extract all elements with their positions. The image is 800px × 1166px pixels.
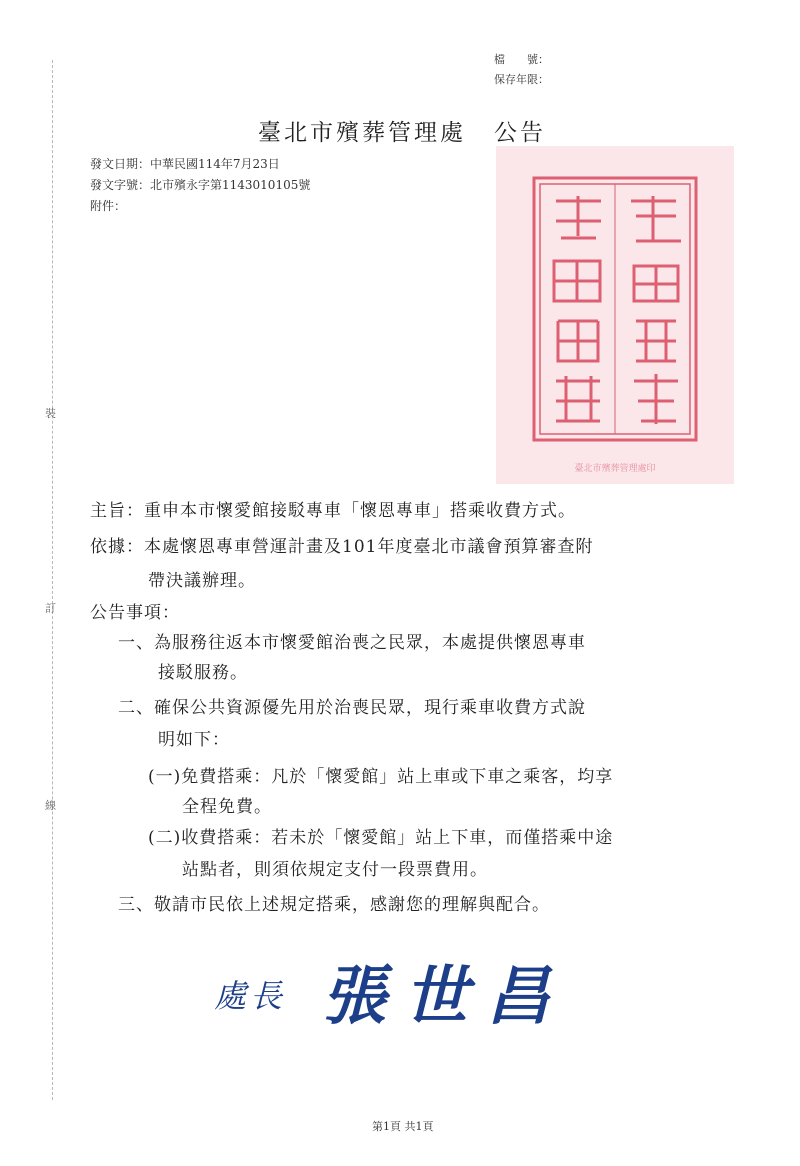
basis-block bbox=[90, 530, 593, 598]
binding-char-ding: 訂 bbox=[45, 602, 56, 615]
header-info bbox=[90, 154, 310, 217]
sub-item-2-line-2: 站點者，則須依規定支付一段票費用。 bbox=[182, 860, 488, 880]
seal-caption: 臺北市殯葬管理處印 bbox=[574, 464, 656, 474]
signature-name: 張世昌 bbox=[322, 959, 568, 1034]
official-seal bbox=[496, 146, 734, 484]
item-3 bbox=[118, 890, 550, 915]
item-3-text: 三、敬請市民依上述規定搭乘，感謝您的理解與配合。 bbox=[118, 895, 550, 915]
notice-heading bbox=[90, 598, 180, 623]
sub-item-2 bbox=[148, 822, 613, 886]
file-number-label: 檔 號： bbox=[494, 53, 549, 66]
sub-item-1 bbox=[148, 762, 613, 822]
signature-block bbox=[214, 945, 634, 1045]
seal-graphic bbox=[496, 146, 734, 484]
page-number: 第1頁 共1頁 bbox=[372, 1120, 434, 1133]
binding-char-xian: 線 bbox=[45, 799, 56, 812]
item-2 bbox=[118, 692, 586, 756]
item-1-line-1: 一、為服務往返本市懷愛館治喪之民眾，本處提供懷恩專車 bbox=[118, 633, 586, 653]
agency-name: 臺北市殯葬管理處 bbox=[258, 120, 466, 146]
basis-line-2: 帶決議辦理。 bbox=[148, 571, 256, 591]
page-title bbox=[258, 114, 546, 147]
sub-item-1-line-2: 全程免費。 bbox=[182, 797, 272, 817]
binding-line bbox=[52, 60, 53, 1100]
notice-heading-text: 公告事項： bbox=[90, 603, 180, 623]
item-2-line-2: 明如下： bbox=[158, 730, 230, 750]
subject-line bbox=[90, 496, 576, 521]
binding-char-zhuang: 裝 bbox=[45, 407, 56, 420]
item-1 bbox=[118, 628, 586, 688]
item-1-line-2: 接駁服務。 bbox=[158, 663, 248, 683]
doc-type: 公告 bbox=[494, 120, 546, 146]
subject-text: 主旨：重申本市懷愛館接駁專車「懷恩專車」搭乘收費方式。 bbox=[90, 501, 576, 521]
retention-label: 保存年限： bbox=[494, 73, 549, 86]
attachment-label: 附件： bbox=[90, 199, 127, 213]
issue-date: 發文日期：中華民國114年7月23日 bbox=[90, 157, 280, 171]
signature-title: 處長 bbox=[214, 977, 287, 1015]
basis-line-1: 依據：本處懷恩專車營運計畫及101年度臺北市議會預算審查附 bbox=[90, 537, 594, 557]
doc-number: 發文字號：北市殯永字第1143010105號 bbox=[90, 178, 311, 192]
sub-item-1-line-1: (一)免費搭乘：凡於「懷愛館」站上車或下車之乘客，均享 bbox=[148, 767, 614, 787]
file-meta bbox=[494, 50, 549, 90]
item-2-line-1: 二、確保公共資源優先用於治喪民眾，現行乘車收費方式說 bbox=[118, 698, 586, 718]
sub-item-2-line-1: (二)收費搭乘：若未於「懷愛館」站上下車，而僅搭乘中途 bbox=[148, 828, 614, 848]
